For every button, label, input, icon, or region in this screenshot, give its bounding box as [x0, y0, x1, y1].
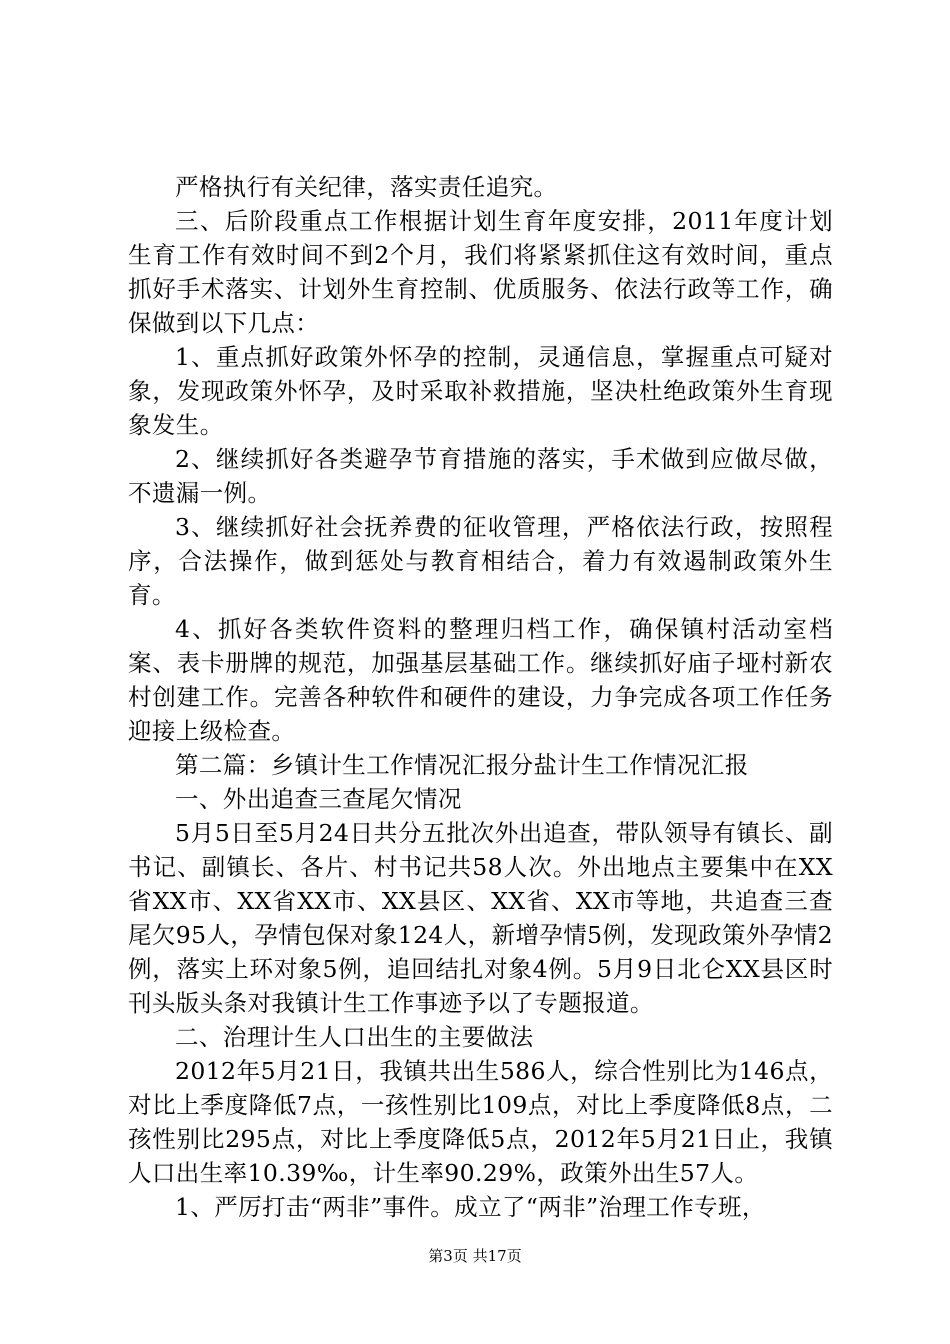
section-heading: 第二篇：乡镇计生工作情况汇报分盐计生工作情况汇报: [175, 751, 749, 779]
paragraph: 严格执行有关纪律，落实责任追究。: [175, 173, 558, 201]
section-heading: 二、治理计生人口出生的主要做法: [175, 1023, 534, 1051]
paragraph: 2012年5月21日，我镇共出生586人，综合性别比为146点，对比上季度降低7点，一孩性别比109点，对比上季度降低8点，二孩性别比295点，对比上季度降低5点，2012年5月21日止，我镇人口出生率10.39‰，计生率90.29%，政策外出生57人。: [128, 1057, 833, 1187]
paragraph: 1、重点抓好政策外怀孕的控制，灵通信息，掌握重点可疑对象，发现政策外怀孕，及时采取补救措施，坚决杜绝政策外生育现象发生。: [128, 343, 833, 439]
paragraph: 5月5日至5月24日共分五批次外出追查，带队领导有镇长、副书记、副镇长、各片、村书记共58人次。外出地点主要集中在XX省XX市、XX省XX市、XX县区、XX省、XX市等地，共追查三查尾欠95人，孕情包保对象124人，新增孕情5例，发现政策外孕情2例，落实上环对象5例，追回结扎对象4例。5月9日北仑XX县区时刊头版头条对我镇计生工作事迹予以了专题报道。: [128, 819, 833, 1017]
paragraph: 4、抓好各类软件资料的整理归档工作，确保镇村活动室档案、表卡册牌的规范，加强基层基础工作。继续抓好庙子垭村新农村创建工作。完善各种软件和硬件的建设，力争完成各项工作任务迎接上级检查。: [128, 615, 833, 745]
document-body: [128, 170, 833, 1224]
section-heading: 一、外出追查三查尾欠情况: [175, 785, 462, 813]
page-footer: 第3页 共17页: [428, 1247, 522, 1265]
paragraph: 三、后阶段重点工作根据计划生育年度安排，2011年度计划生育工作有效时间不到2个月，我们将紧紧抓住这有效时间，重点抓好手术落实、计划外生育控制、优质服务、依法行政等工作，确保做到以下几点：: [128, 207, 833, 337]
paragraph: 3、继续抓好社会抚养费的征收管理，严格依法行政，按照程序，合法操作，做到惩处与教育相结合，着力有效遏制政策外生育。: [128, 513, 833, 609]
paragraph: 1、严厉打击“两非”事件。成立了“两非”治理工作专班，: [175, 1193, 766, 1221]
paragraph: 2、继续抓好各类避孕节育措施的落实，手术做到应做尽做，不遗漏一例。: [128, 445, 833, 507]
